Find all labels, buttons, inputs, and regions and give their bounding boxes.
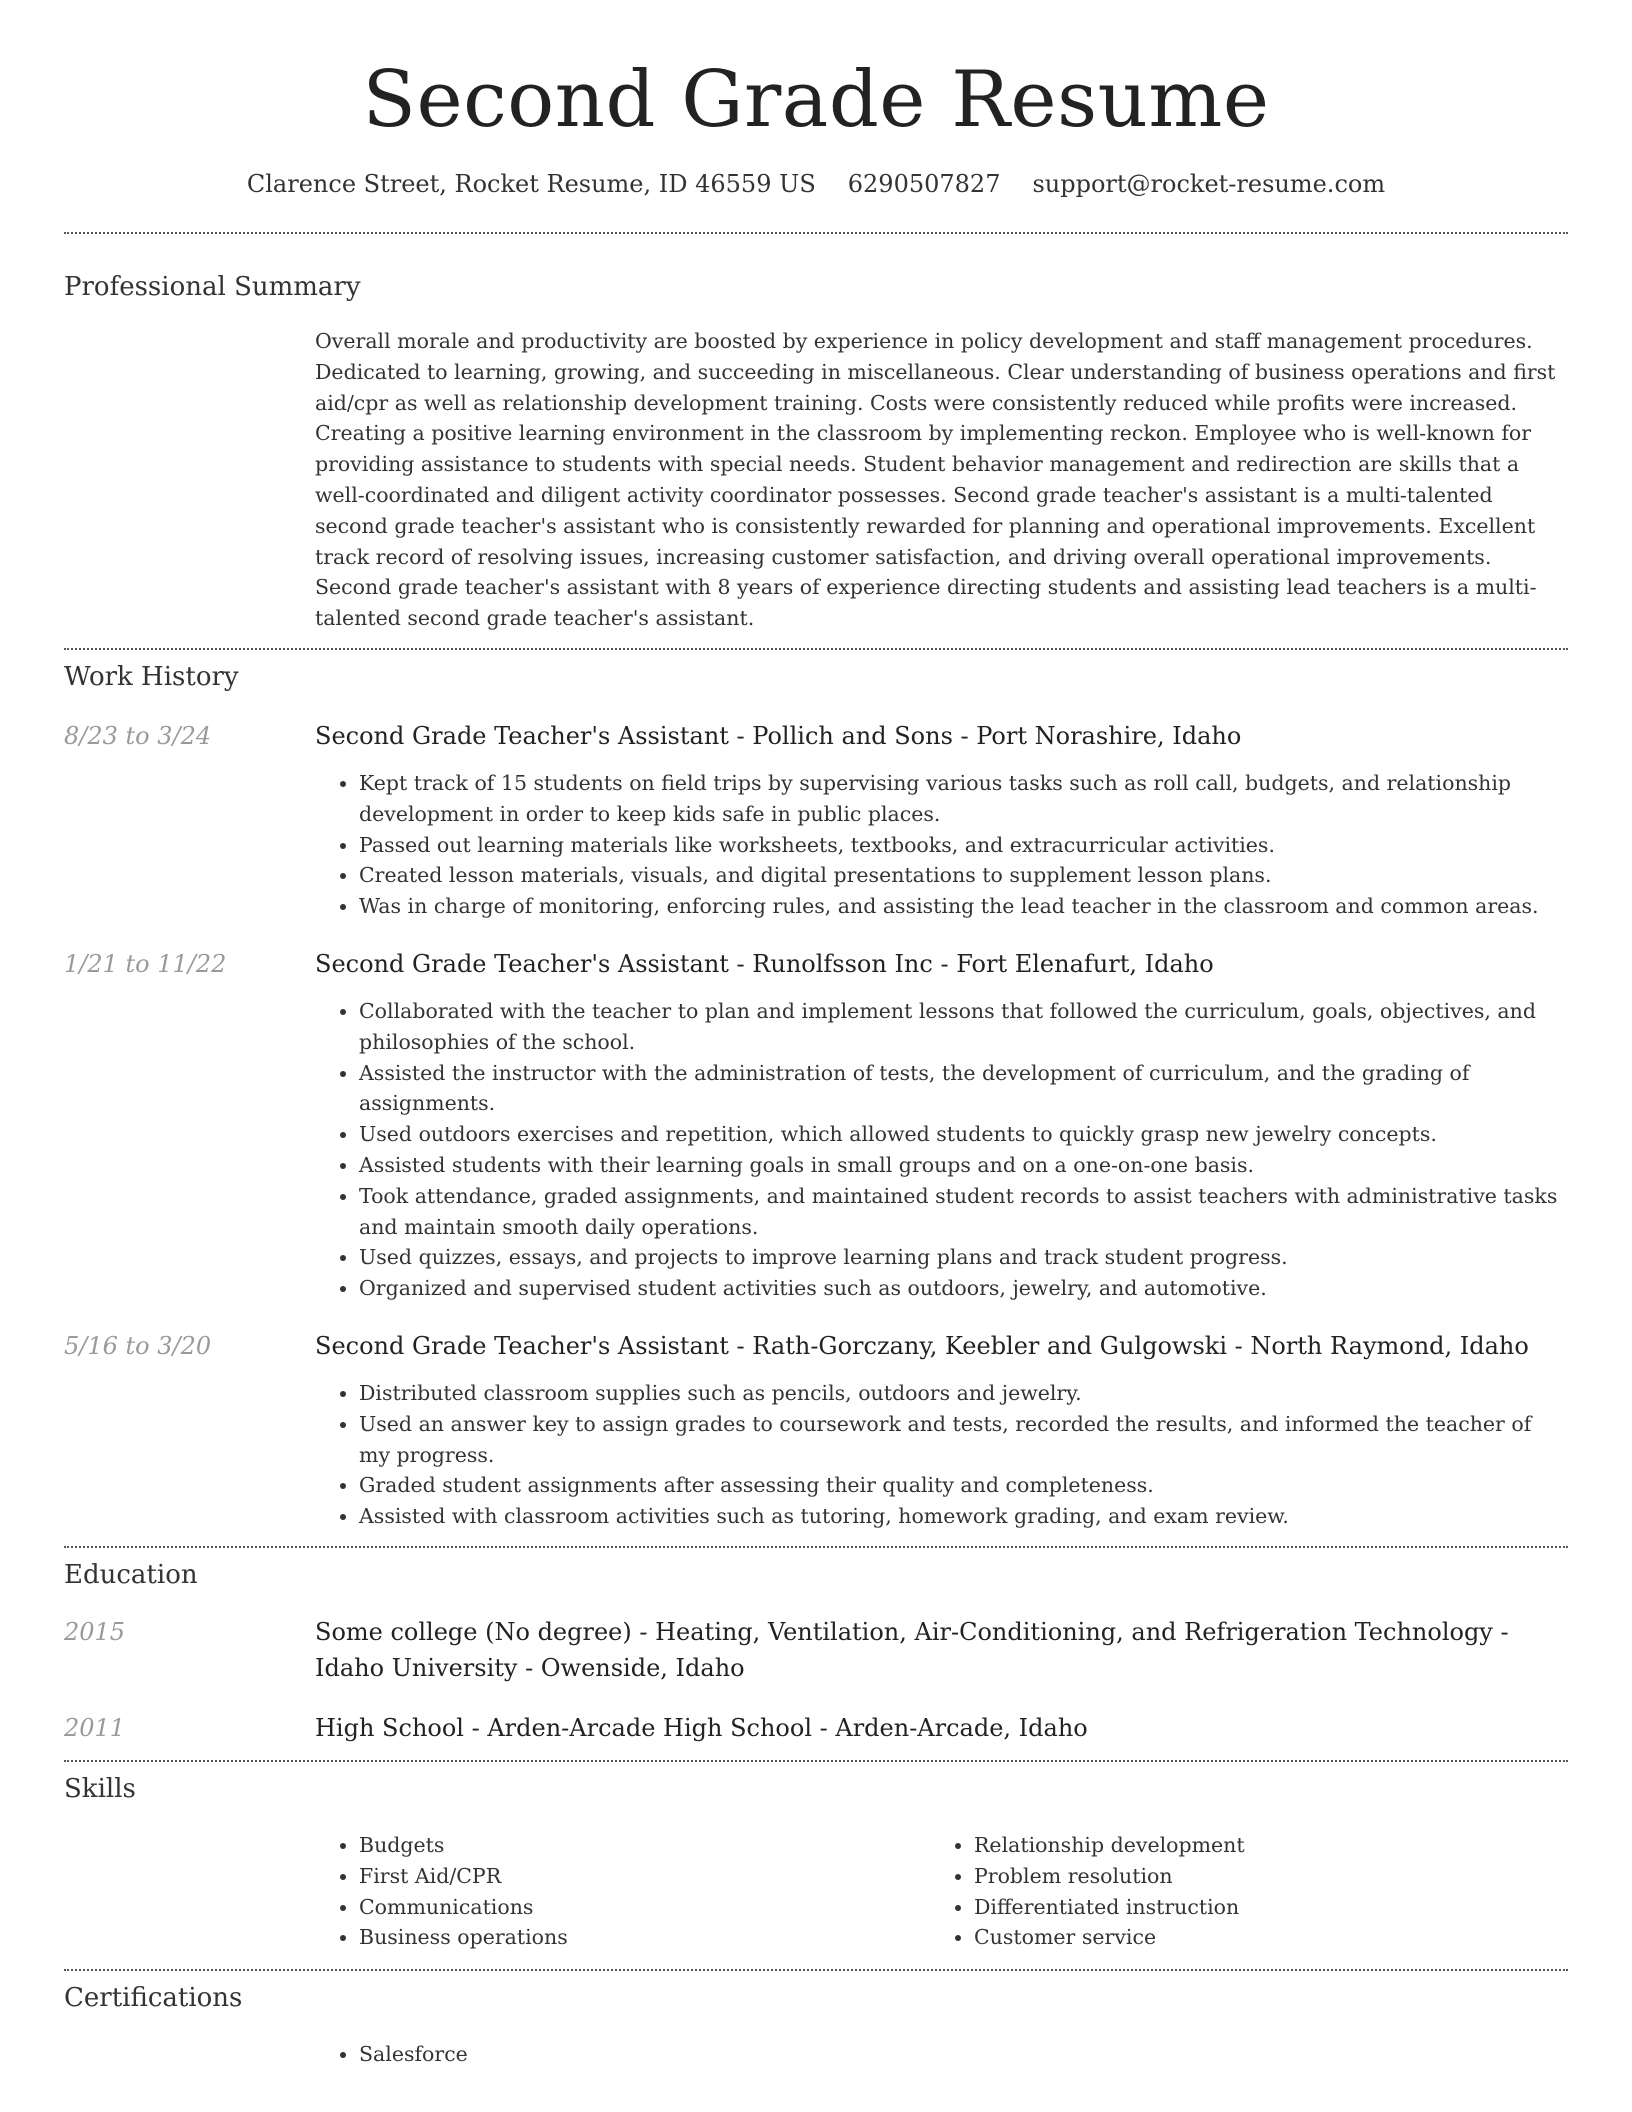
summary-title: Professional Summary — [64, 272, 361, 302]
skills-list-left — [315, 1830, 930, 1953]
certifications-title: Certifications — [64, 1983, 243, 2014]
list-item: • Was in charge of monitoring, enforcing rules, and assisting the lead teacher in the classroom and common areas. — [359, 891, 1568, 922]
job-heading: Second Grade Teacher's Assistant - Pollich and Sons - Port Norashire, Idaho — [315, 721, 1242, 750]
summary-text: Overall morale and productivity are boosted by experience in policy development and staff management procedures. Dedicated to learning, growing, and succeeding in miscellaneous. Clear understanding of business operations and first aid/cpr as well as relationship development training. Costs were consistently reduced while profits were increased. Creating a positive learning environment in the classroom by implementing reckon. Employee who is well-known for providing assistance to students with special needs. Student behavior management and redirection are skills that a well-coordinated and diligent activity coordinator possesses. Second grade teacher's assistant is a multi-talented second grade teacher's assistant who is consistently rewarded for planning and operational improvements. Excellent track record of resolving issues, increasing customer satisfaction, and driving overall operational improvements. Second grade teacher's assistant with 8 years of experience directing students and assisting lead teachers is a multi-talented second grade teacher's assistant. — [315, 329, 1556, 631]
job-dates: 8/23 to 3/24 — [64, 721, 212, 750]
education-section — [64, 1560, 1568, 1746]
work-history-title: Work History — [64, 661, 239, 692]
education-year: 2015 — [64, 1617, 126, 1646]
resume-page — [64, 0, 1568, 2070]
list-item: • Organized and supervised student activities such as outdoors, jewelry, and automotive. — [359, 1273, 1568, 1304]
skill-item: • Communications — [359, 1892, 930, 1923]
education-year: 2011 — [64, 1713, 126, 1742]
job-heading: Second Grade Teacher's Assistant - Rath-Gorczany, Keebler and Gulgowski - North Raymond, Idaho — [315, 1331, 1529, 1360]
list-item: • Assisted with classroom activities such as tutoring, homework grading, and exam review. — [359, 1501, 1568, 1532]
job-dates: 5/16 to 3/20 — [64, 1331, 212, 1360]
section-divider — [64, 1760, 1568, 1762]
certification-item: • Salesforce — [359, 2039, 1568, 2070]
list-item: • Assisted students with their learning goals in small groups and on a one-on-one basis. — [359, 1150, 1568, 1181]
education-title: Education — [64, 1559, 198, 1590]
job-entry — [64, 1328, 1568, 1532]
skill-item: • Customer service — [974, 1922, 1545, 1953]
section-divider — [64, 232, 1568, 234]
list-item: • Created lesson materials, visuals, and digital presentations to supplement lesson plans. — [359, 860, 1568, 891]
list-item: • Kept track of 15 students on field trips by supervising various tasks such as roll call, budgets, and relationship development in order to keep kids safe in public places. — [359, 768, 1568, 830]
skill-item: • Problem resolution — [974, 1861, 1545, 1892]
list-item: • Used an answer key to assign grades to coursework and tests, recorded the results, and informed the teacher of my progress. — [359, 1409, 1568, 1471]
skill-item: • Business operations — [359, 1922, 930, 1953]
skills-title: Skills — [64, 1773, 136, 1804]
list-item: • Graded student assignments after assessing their quality and completeness. — [359, 1470, 1568, 1501]
certifications-list — [315, 2039, 1568, 2070]
list-item: • Used outdoors exercises and repetition, which allowed students to quickly grasp new jewelry concepts. — [359, 1119, 1568, 1150]
list-item: • Took attendance, graded assignments, and maintained student records to assist teachers with administrative tasks and maintain smooth daily operations. — [359, 1181, 1568, 1243]
contact-email: support@rocket-resume.com — [1032, 170, 1386, 198]
skills-section — [64, 1774, 1568, 1953]
certifications-section — [64, 1983, 1568, 2070]
skill-item: • Budgets — [359, 1830, 930, 1861]
list-item: • Assisted the instructor with the administration of tests, the development of curriculum, and the grading of assignments. — [359, 1058, 1568, 1120]
section-divider — [64, 648, 1568, 650]
job-bullets — [315, 768, 1568, 922]
work-history-section — [64, 662, 1568, 1532]
education-entry — [64, 1710, 1568, 1746]
skill-item: • Differentiated instruction — [974, 1892, 1545, 1923]
summary-section — [64, 272, 1568, 634]
list-item: • Passed out learning materials like worksheets, textbooks, and extracurricular activities. — [359, 830, 1568, 861]
job-bullets — [315, 996, 1568, 1304]
contact-address: Clarence Street, Rocket Resume, ID 46559 US — [246, 170, 816, 198]
contact-line — [64, 170, 1568, 198]
education-heading: High School - Arden-Arcade High School - Arden-Arcade, Idaho — [315, 1713, 1088, 1742]
education-entry — [64, 1614, 1568, 1686]
job-heading: Second Grade Teacher's Assistant - Runolfsson Inc - Fort Elenafurt, Idaho — [315, 949, 1214, 978]
section-divider — [64, 1969, 1568, 1971]
resume-name: Second Grade Resume — [362, 55, 1270, 145]
skills-list-right — [930, 1830, 1545, 1953]
job-entry — [64, 946, 1568, 1304]
contact-phone: 6290507827 — [847, 170, 1001, 198]
job-dates: 1/21 to 11/22 — [64, 949, 227, 978]
resume-header — [64, 0, 1568, 198]
skill-item: • Relationship development — [974, 1830, 1545, 1861]
education-heading: Some college (No degree) - Heating, Ventilation, Air-Conditioning, and Refrigeration Technology - Idaho University - Owenside, Idaho — [315, 1617, 1509, 1682]
list-item: • Distributed classroom supplies such as pencils, outdoors and jewelry. — [359, 1378, 1568, 1409]
list-item: • Used quizzes, essays, and projects to improve learning plans and track student progress. — [359, 1242, 1568, 1273]
skill-item: • First Aid/CPR — [359, 1861, 930, 1892]
list-item: • Collaborated with the teacher to plan and implement lessons that followed the curriculum, goals, objectives, and philosophies of the school. — [359, 996, 1568, 1058]
job-bullets — [315, 1378, 1568, 1532]
section-divider — [64, 1546, 1568, 1548]
job-entry — [64, 718, 1568, 922]
